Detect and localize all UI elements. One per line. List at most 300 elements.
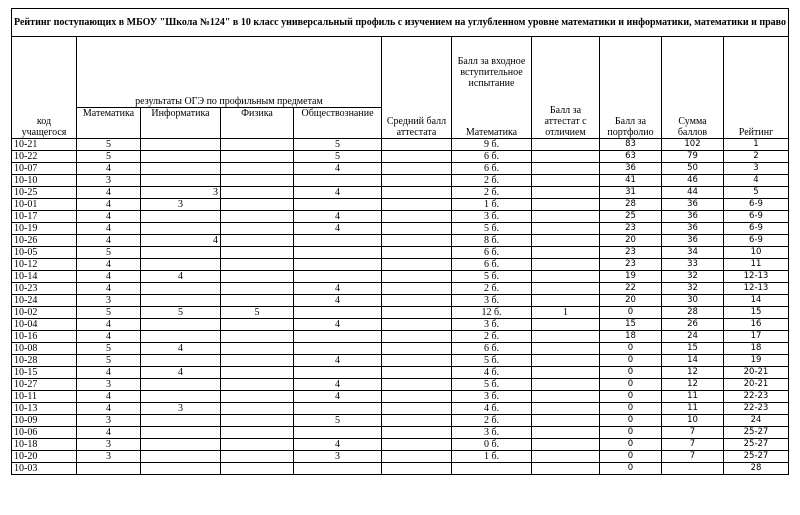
- cell-soc: [294, 271, 382, 283]
- cell-math: 4: [77, 235, 141, 247]
- cell-math: 3: [77, 439, 141, 451]
- header-entrance-math: Математика: [452, 108, 532, 139]
- table-row: [12, 259, 789, 271]
- cell-sum: 15: [662, 343, 724, 355]
- cell-portfolio: 19: [600, 271, 662, 283]
- cell-honors: [532, 271, 600, 283]
- cell-honors: [532, 247, 600, 259]
- cell-inf: [141, 355, 221, 367]
- cell-kod: 10-11: [12, 391, 77, 403]
- cell-entrance: 3 б.: [452, 391, 532, 403]
- cell-entrance: 3 б.: [452, 211, 532, 223]
- cell-rank: 5: [724, 187, 789, 199]
- table-row: [12, 367, 789, 379]
- cell-phys: [221, 427, 294, 439]
- cell-math: 4: [77, 199, 141, 211]
- cell-math: 4: [77, 223, 141, 235]
- cell-kod: 10-14: [12, 271, 77, 283]
- cell-portfolio: 0: [600, 355, 662, 367]
- cell-inf: [141, 319, 221, 331]
- cell-soc: [294, 427, 382, 439]
- cell-phys: [221, 403, 294, 415]
- cell-soc: [294, 307, 382, 319]
- cell-avg: [382, 367, 452, 379]
- cell-sum: 10: [662, 415, 724, 427]
- table-row: [12, 451, 789, 463]
- cell-rank: 17: [724, 331, 789, 343]
- cell-avg: [382, 343, 452, 355]
- cell-phys: [221, 139, 294, 151]
- cell-soc: 4: [294, 355, 382, 367]
- cell-phys: [221, 211, 294, 223]
- cell-avg: [382, 223, 452, 235]
- cell-honors: [532, 403, 600, 415]
- cell-honors: [532, 319, 600, 331]
- cell-avg: [382, 451, 452, 463]
- cell-soc: 4: [294, 379, 382, 391]
- cell-soc: 4: [294, 439, 382, 451]
- cell-entrance: 2 б.: [452, 187, 532, 199]
- cell-sum: 11: [662, 403, 724, 415]
- header-oge-group: результаты ОГЭ по профильным предметам: [77, 37, 382, 108]
- cell-sum: 14: [662, 355, 724, 367]
- cell-kod: 10-16: [12, 331, 77, 343]
- cell-avg: [382, 235, 452, 247]
- cell-phys: [221, 163, 294, 175]
- cell-entrance: 2 б.: [452, 331, 532, 343]
- cell-inf: [141, 391, 221, 403]
- cell-sum: 46: [662, 175, 724, 187]
- cell-portfolio: 0: [600, 415, 662, 427]
- cell-avg: [382, 427, 452, 439]
- cell-rank: 25-27: [724, 439, 789, 451]
- cell-honors: [532, 427, 600, 439]
- cell-inf: 3: [141, 187, 221, 199]
- cell-soc: 4: [294, 187, 382, 199]
- cell-inf: 3: [141, 403, 221, 415]
- cell-inf: [141, 151, 221, 163]
- cell-portfolio: 0: [600, 439, 662, 451]
- cell-phys: [221, 379, 294, 391]
- cell-soc: 4: [294, 295, 382, 307]
- cell-entrance: 5 б.: [452, 271, 532, 283]
- cell-honors: [532, 199, 600, 211]
- cell-sum: 7: [662, 451, 724, 463]
- cell-avg: [382, 175, 452, 187]
- cell-inf: [141, 163, 221, 175]
- cell-avg: [382, 331, 452, 343]
- cell-soc: 4: [294, 223, 382, 235]
- cell-sum: 26: [662, 319, 724, 331]
- header-phys: Физика: [221, 108, 294, 139]
- cell-sum: 7: [662, 439, 724, 451]
- cell-rank: 25-27: [724, 451, 789, 463]
- cell-portfolio: 20: [600, 295, 662, 307]
- cell-inf: [141, 223, 221, 235]
- cell-soc: [294, 247, 382, 259]
- cell-sum: 50: [662, 163, 724, 175]
- cell-kod: 10-20: [12, 451, 77, 463]
- cell-rank: 1: [724, 139, 789, 151]
- cell-inf: [141, 379, 221, 391]
- cell-avg: [382, 439, 452, 451]
- cell-inf: [141, 259, 221, 271]
- cell-soc: 4: [294, 319, 382, 331]
- cell-soc: 4: [294, 391, 382, 403]
- cell-entrance: 0 б.: [452, 439, 532, 451]
- cell-honors: [532, 283, 600, 295]
- cell-kod: 10-28: [12, 355, 77, 367]
- cell-kod: 10-19: [12, 223, 77, 235]
- cell-kod: 10-27: [12, 379, 77, 391]
- cell-avg: [382, 415, 452, 427]
- cell-portfolio: 0: [600, 343, 662, 355]
- cell-rank: 12-13: [724, 271, 789, 283]
- cell-honors: [532, 463, 600, 475]
- cell-entrance: 3 б.: [452, 427, 532, 439]
- cell-rank: 2: [724, 151, 789, 163]
- cell-inf: [141, 463, 221, 475]
- cell-entrance: [452, 463, 532, 475]
- table-row: [12, 283, 789, 295]
- cell-rank: 20-21: [724, 379, 789, 391]
- cell-avg: [382, 307, 452, 319]
- cell-inf: [141, 415, 221, 427]
- table-row: [12, 427, 789, 439]
- cell-math: 4: [77, 283, 141, 295]
- cell-entrance: 3 б.: [452, 295, 532, 307]
- header-honors: Балл за аттестат с отличием: [532, 37, 600, 139]
- cell-portfolio: 23: [600, 223, 662, 235]
- table-row: [12, 331, 789, 343]
- cell-honors: [532, 187, 600, 199]
- table-row: [12, 199, 789, 211]
- header-avg: Средний балл аттестата: [382, 37, 452, 139]
- cell-honors: [532, 439, 600, 451]
- cell-kod: 10-21: [12, 139, 77, 151]
- table-row: [12, 247, 789, 259]
- header-kod: код учащегося: [12, 37, 77, 139]
- cell-math: [77, 463, 141, 475]
- cell-kod: 10-06: [12, 427, 77, 439]
- cell-phys: [221, 235, 294, 247]
- cell-entrance: 1 б.: [452, 451, 532, 463]
- cell-rank: 28: [724, 463, 789, 475]
- cell-math: 5: [77, 355, 141, 367]
- cell-portfolio: 20: [600, 235, 662, 247]
- cell-kod: 10-03: [12, 463, 77, 475]
- cell-inf: 5: [141, 307, 221, 319]
- cell-portfolio: 0: [600, 427, 662, 439]
- cell-inf: 4: [141, 271, 221, 283]
- table-row: [12, 379, 789, 391]
- cell-phys: [221, 391, 294, 403]
- cell-sum: 11: [662, 391, 724, 403]
- cell-soc: [294, 259, 382, 271]
- cell-rank: 6-9: [724, 199, 789, 211]
- cell-soc: [294, 175, 382, 187]
- cell-sum: 36: [662, 235, 724, 247]
- cell-honors: [532, 451, 600, 463]
- rating-table: [11, 8, 789, 475]
- cell-math: 4: [77, 427, 141, 439]
- cell-sum: 36: [662, 199, 724, 211]
- cell-honors: [532, 379, 600, 391]
- cell-phys: [221, 415, 294, 427]
- cell-kod: 10-26: [12, 235, 77, 247]
- cell-soc: [294, 235, 382, 247]
- cell-entrance: 12 б.: [452, 307, 532, 319]
- cell-phys: 5: [221, 307, 294, 319]
- cell-phys: [221, 343, 294, 355]
- cell-sum: [662, 463, 724, 475]
- table-row: [12, 307, 789, 319]
- cell-rank: 18: [724, 343, 789, 355]
- cell-honors: 1: [532, 307, 600, 319]
- cell-entrance: 2 б.: [452, 175, 532, 187]
- cell-entrance: 6 б.: [452, 343, 532, 355]
- cell-honors: [532, 235, 600, 247]
- cell-phys: [221, 367, 294, 379]
- cell-phys: [221, 439, 294, 451]
- header-inf: Информатика: [141, 108, 221, 139]
- cell-honors: [532, 295, 600, 307]
- cell-math: 4: [77, 211, 141, 223]
- cell-rank: 3: [724, 163, 789, 175]
- cell-phys: [221, 187, 294, 199]
- cell-honors: [532, 367, 600, 379]
- cell-kod: 10-18: [12, 439, 77, 451]
- cell-honors: [532, 223, 600, 235]
- cell-soc: 5: [294, 151, 382, 163]
- cell-sum: 32: [662, 283, 724, 295]
- cell-kod: 10-04: [12, 319, 77, 331]
- cell-inf: [141, 247, 221, 259]
- cell-rank: 24: [724, 415, 789, 427]
- cell-honors: [532, 139, 600, 151]
- cell-kod: 10-15: [12, 367, 77, 379]
- cell-sum: 34: [662, 247, 724, 259]
- cell-entrance: 2 б.: [452, 283, 532, 295]
- cell-inf: [141, 331, 221, 343]
- cell-honors: [532, 355, 600, 367]
- cell-sum: 32: [662, 271, 724, 283]
- cell-phys: [221, 259, 294, 271]
- table-row: [12, 415, 789, 427]
- cell-entrance: 5 б.: [452, 223, 532, 235]
- cell-portfolio: 0: [600, 451, 662, 463]
- table-row: [12, 151, 789, 163]
- cell-sum: 33: [662, 259, 724, 271]
- table-row: [12, 163, 789, 175]
- cell-avg: [382, 379, 452, 391]
- cell-math: 3: [77, 295, 141, 307]
- cell-kod: 10-09: [12, 415, 77, 427]
- cell-inf: [141, 283, 221, 295]
- cell-kod: 10-13: [12, 403, 77, 415]
- cell-avg: [382, 403, 452, 415]
- cell-soc: [294, 463, 382, 475]
- cell-math: 5: [77, 343, 141, 355]
- cell-sum: 28: [662, 307, 724, 319]
- cell-inf: [141, 427, 221, 439]
- cell-portfolio: 28: [600, 199, 662, 211]
- cell-entrance: 9 б.: [452, 139, 532, 151]
- table-row: [12, 211, 789, 223]
- header-portfolio: Балл за портфолио: [600, 37, 662, 139]
- cell-rank: 10: [724, 247, 789, 259]
- cell-phys: [221, 355, 294, 367]
- cell-entrance: 4 б.: [452, 403, 532, 415]
- cell-soc: 5: [294, 139, 382, 151]
- cell-honors: [532, 415, 600, 427]
- cell-avg: [382, 163, 452, 175]
- cell-soc: [294, 343, 382, 355]
- table-row: [12, 295, 789, 307]
- cell-avg: [382, 319, 452, 331]
- cell-portfolio: 25: [600, 211, 662, 223]
- cell-avg: [382, 271, 452, 283]
- cell-soc: [294, 403, 382, 415]
- cell-avg: [382, 259, 452, 271]
- cell-avg: [382, 355, 452, 367]
- cell-avg: [382, 187, 452, 199]
- cell-rank: 15: [724, 307, 789, 319]
- cell-portfolio: 36: [600, 163, 662, 175]
- cell-inf: [141, 175, 221, 187]
- cell-math: 4: [77, 259, 141, 271]
- cell-portfolio: 0: [600, 463, 662, 475]
- cell-portfolio: 23: [600, 247, 662, 259]
- cell-soc: 5: [294, 415, 382, 427]
- cell-math: 3: [77, 175, 141, 187]
- cell-math: 5: [77, 247, 141, 259]
- cell-sum: 36: [662, 223, 724, 235]
- cell-inf: [141, 451, 221, 463]
- table-row: [12, 403, 789, 415]
- table-row: [12, 439, 789, 451]
- cell-avg: [382, 151, 452, 163]
- cell-avg: [382, 199, 452, 211]
- header-rating: Рейтинг: [724, 37, 789, 139]
- cell-honors: [532, 343, 600, 355]
- cell-inf: 4: [141, 343, 221, 355]
- cell-soc: 4: [294, 211, 382, 223]
- cell-avg: [382, 247, 452, 259]
- cell-portfolio: 41: [600, 175, 662, 187]
- cell-portfolio: 63: [600, 151, 662, 163]
- cell-math: 4: [77, 403, 141, 415]
- cell-kod: 10-24: [12, 295, 77, 307]
- cell-entrance: 6 б.: [452, 259, 532, 271]
- cell-math: 4: [77, 367, 141, 379]
- cell-kod: 10-25: [12, 187, 77, 199]
- cell-portfolio: 0: [600, 379, 662, 391]
- table-row: [12, 355, 789, 367]
- cell-soc: 4: [294, 163, 382, 175]
- header-math: Математика: [77, 108, 141, 139]
- cell-math: 3: [77, 451, 141, 463]
- cell-math: 4: [77, 187, 141, 199]
- cell-phys: [221, 319, 294, 331]
- cell-soc: [294, 199, 382, 211]
- cell-phys: [221, 247, 294, 259]
- cell-sum: 12: [662, 379, 724, 391]
- cell-entrance: 4 б.: [452, 367, 532, 379]
- cell-rank: 16: [724, 319, 789, 331]
- cell-portfolio: 83: [600, 139, 662, 151]
- cell-sum: 12: [662, 367, 724, 379]
- cell-entrance: 6 б.: [452, 163, 532, 175]
- cell-rank: 12-13: [724, 283, 789, 295]
- table-row: [12, 271, 789, 283]
- cell-avg: [382, 283, 452, 295]
- table-row: [12, 235, 789, 247]
- cell-math: 4: [77, 271, 141, 283]
- cell-soc: 3: [294, 451, 382, 463]
- cell-kod: 10-10: [12, 175, 77, 187]
- header-soc: Обществознание: [294, 108, 382, 139]
- cell-sum: 36: [662, 211, 724, 223]
- cell-phys: [221, 295, 294, 307]
- table-row: [12, 187, 789, 199]
- cell-kod: 10-23: [12, 283, 77, 295]
- cell-portfolio: 18: [600, 331, 662, 343]
- cell-avg: [382, 391, 452, 403]
- cell-sum: 24: [662, 331, 724, 343]
- cell-kod: 10-08: [12, 343, 77, 355]
- cell-entrance: 5 б.: [452, 379, 532, 391]
- table-row: [12, 319, 789, 331]
- cell-math: 4: [77, 331, 141, 343]
- cell-portfolio: 31: [600, 187, 662, 199]
- cell-portfolio: 0: [600, 367, 662, 379]
- cell-phys: [221, 199, 294, 211]
- cell-honors: [532, 163, 600, 175]
- cell-rank: 14: [724, 295, 789, 307]
- cell-math: 3: [77, 379, 141, 391]
- cell-math: 4: [77, 391, 141, 403]
- header-sum: Сумма баллов: [662, 37, 724, 139]
- cell-rank: 6-9: [724, 223, 789, 235]
- cell-avg: [382, 139, 452, 151]
- table-row: [12, 175, 789, 187]
- cell-math: 5: [77, 307, 141, 319]
- cell-soc: [294, 331, 382, 343]
- cell-soc: 4: [294, 283, 382, 295]
- cell-sum: 30: [662, 295, 724, 307]
- cell-kod: 10-07: [12, 163, 77, 175]
- cell-inf: [141, 439, 221, 451]
- cell-rank: 19: [724, 355, 789, 367]
- cell-math: 5: [77, 151, 141, 163]
- table-row: [12, 139, 789, 151]
- cell-phys: [221, 175, 294, 187]
- cell-inf: 4: [141, 367, 221, 379]
- cell-rank: 6-9: [724, 235, 789, 247]
- cell-kod: 10-01: [12, 199, 77, 211]
- cell-sum: 44: [662, 187, 724, 199]
- cell-portfolio: 0: [600, 307, 662, 319]
- cell-portfolio: 22: [600, 283, 662, 295]
- cell-soc: [294, 367, 382, 379]
- cell-honors: [532, 391, 600, 403]
- cell-rank: 6-9: [724, 211, 789, 223]
- cell-rank: 25-27: [724, 427, 789, 439]
- cell-portfolio: 0: [600, 403, 662, 415]
- cell-phys: [221, 283, 294, 295]
- cell-portfolio: 0: [600, 391, 662, 403]
